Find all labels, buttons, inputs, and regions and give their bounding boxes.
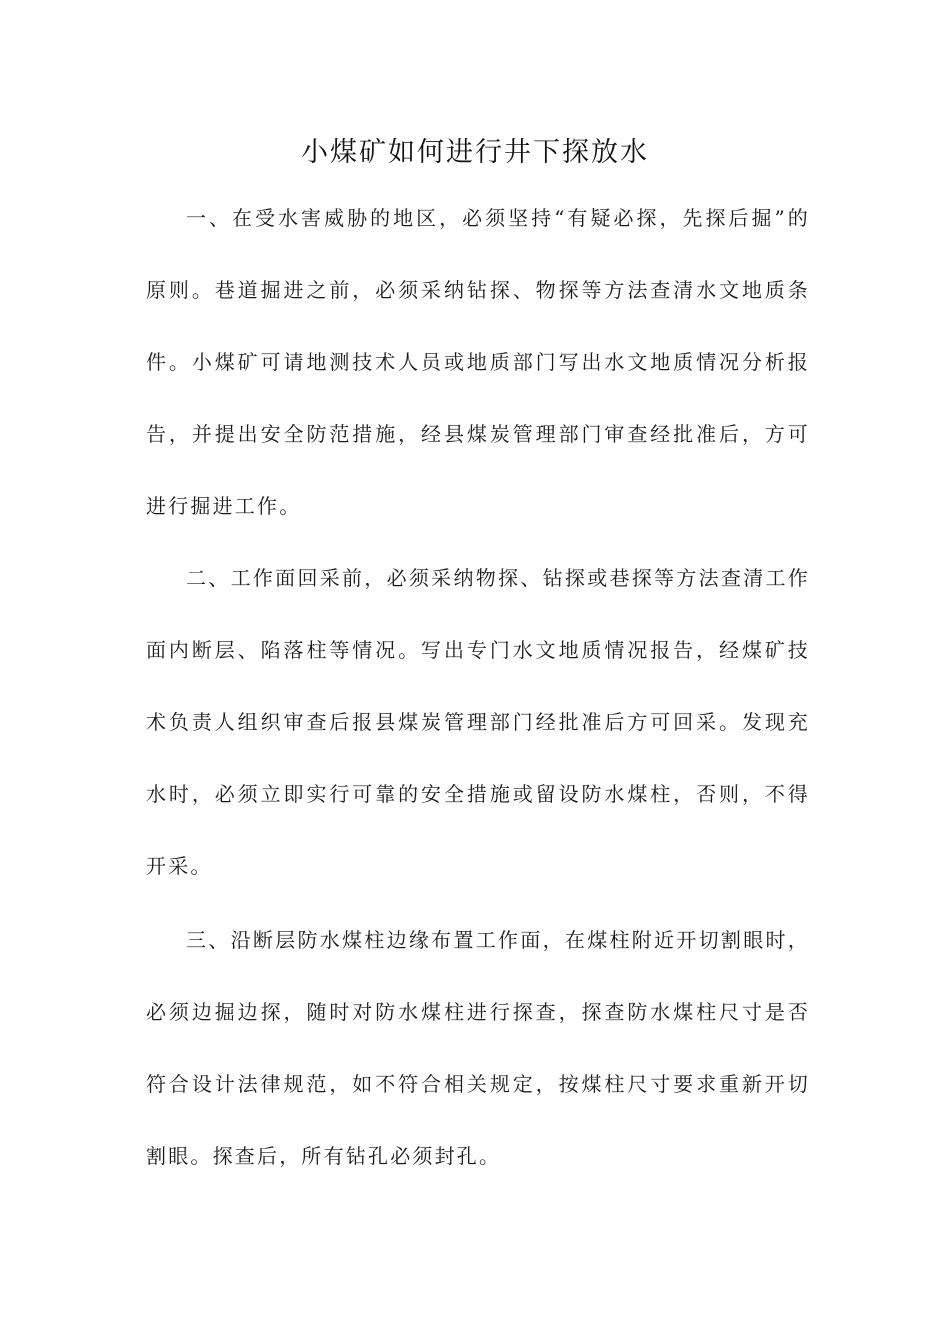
paragraph-1: 一、在受水害威胁的地区，必须坚持“有疑必探，先探后掘”的原则。巷道掘进之前，必须采纳钻探、物探等方法查清水文地质条件。小煤矿可请地测技术人员或地质部门写出水文地质情况分析报告，并提出安全防范措施，经县煤炭管理部门审查经批准后，方可进行掘进工作。 — [146, 206, 810, 518]
page-title: 小煤矿如何进行井下探放水 — [301, 137, 649, 168]
paragraph-3: 三、沿断层防水煤柱边缘布置工作面，在煤柱附近开切割眼时，必须边掘边探，随时对防水煤柱进行探查，探查防水煤柱尺寸是否符合设计法律规范，如不符合相关规定，按煤柱尺寸要求重新开切割眼。探查后，所有钻孔必须封孔。 — [146, 928, 810, 1168]
paragraph-2: 二、工作面回采前，必须采纳物探、钻探或巷探等方法查清工作面内断层、陷落柱等情况。写出专门水文地质情况报告，经煤矿技术负责人组织审查后报县煤炭管理部门经批准后方可回采。发现充水时，必须立即实行可靠的安全措施或留设防水煤柱，否则，不得开采。 — [146, 566, 810, 878]
